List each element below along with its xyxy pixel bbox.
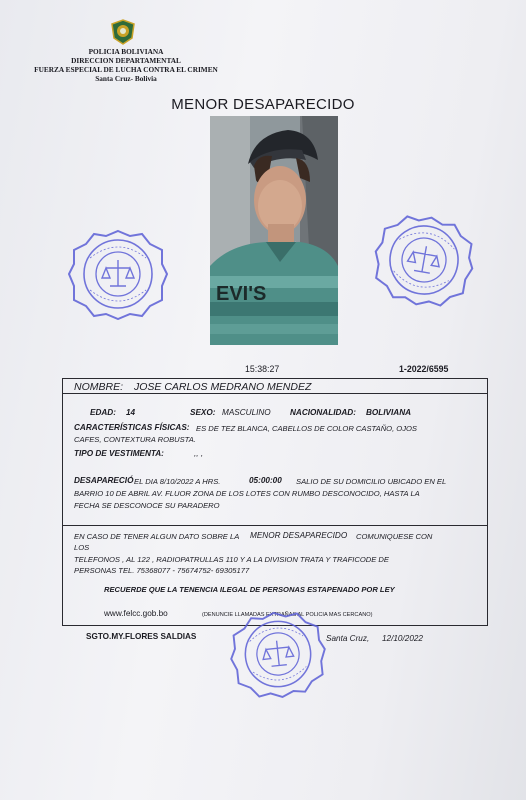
- police-seal-stamp-left: [68, 228, 168, 320]
- disappeared-line2: BARRIO 10 DE ABRIL AV. FLUOR ZONA DE LOS LOTES CON RUMBO DESCONOCIDO, HASTA LA: [74, 489, 420, 498]
- contact-phones: TELEFONOS , AL 122 , RADIOPATRULLAS 110 Y A LA DIVISION TRATA Y TRAFICODE DE: [74, 555, 389, 564]
- police-seal-stamp-right: [374, 210, 474, 310]
- contact-line1a: EN CASO DE TENER ALGUN DATO SOBRE LA: [74, 532, 240, 541]
- sex-label: SEXO:: [190, 408, 216, 417]
- nationality-value: BOLIVIANA: [366, 408, 412, 417]
- contact-line1c: COMUNIQUESE CON: [356, 532, 433, 541]
- svg-text:EVI'S: EVI'S: [216, 283, 267, 305]
- header-org: POLICIA BOLIVIANA: [88, 47, 164, 56]
- disappeared-line3: FECHA SE DESCONOCE SU PARADERO: [74, 501, 220, 510]
- disappeared-label: DESAPARECIÓ: [74, 476, 134, 485]
- header-direction: DIRECCION DEPARTAMENTAL: [71, 56, 181, 65]
- case-number: 1-2022/6595: [399, 364, 449, 374]
- section-divider: [62, 525, 487, 526]
- disappeared-line1: SALIO DE SU DOMICILIO UBICADO EN EL: [296, 477, 447, 486]
- website-link[interactable]: www.felcc.gob.bo: [104, 609, 168, 618]
- disappeared-hour: 05:00:00: [249, 476, 282, 485]
- contact-line2: LOS: [74, 543, 90, 552]
- legal-warning: RECUERDE QUE LA TENENCIA ILEGAL DE PERSONAS ESTAPENADO POR LEY: [104, 585, 395, 594]
- contact-missing-highlight: MENOR DESAPARECIDO: [250, 531, 348, 540]
- clothing-value: ,, ,: [194, 449, 204, 458]
- name-value: JOSE CARLOS MEDRANO MENDEZ: [134, 381, 312, 393]
- features-line1: ES DE TEZ BLANCA, CABELLOS DE COLOR CASTAÑO, OJOS: [196, 424, 417, 433]
- footer-place: Santa Cruz,: [326, 634, 370, 643]
- features-line2: CAFES, CONTEXTURA ROBUSTA.: [74, 435, 196, 444]
- disappeared-date: EL DIA 8/10/2022 A HRS.: [134, 477, 221, 486]
- police-logo-icon: [108, 18, 138, 46]
- footer-date: 12/10/2022: [382, 634, 423, 643]
- name-label: NOMBRE:: [74, 381, 124, 393]
- poster-title: MENOR DESAPARECIDO: [171, 96, 355, 113]
- name-divider: [62, 393, 487, 394]
- features-label: CARACTERÍSTICAS FÍSICAS:: [74, 423, 190, 432]
- report-note: (DENUNCIE LLAMADAS EXTRAÑAS AL POLICIA MAS CERCANO): [202, 612, 373, 618]
- age-value: 14: [126, 408, 136, 417]
- nationality-label: NACIONALIDAD:: [290, 408, 356, 417]
- sex-value: MASCULINO: [222, 408, 271, 417]
- print-time: 15:38:27: [245, 364, 280, 374]
- header-force: FUERZA ESPECIAL DE LUCHA CONTRA EL CRIMEN: [34, 65, 218, 74]
- clothing-label: TIPO DE VESTIMENTA:: [74, 449, 164, 458]
- age-label: EDAD:: [90, 408, 116, 417]
- police-seal-stamp-bottom: [230, 606, 326, 702]
- officer-name: SGTO.MY.FLORES SALDIAS: [86, 632, 197, 641]
- header-city: Santa Cruz- Bolivia: [95, 74, 157, 83]
- missing-child-photo: [210, 116, 338, 345]
- contact-phones-2: PERSONAS TEL. 75368077 - 75674752- 69305177: [74, 566, 250, 575]
